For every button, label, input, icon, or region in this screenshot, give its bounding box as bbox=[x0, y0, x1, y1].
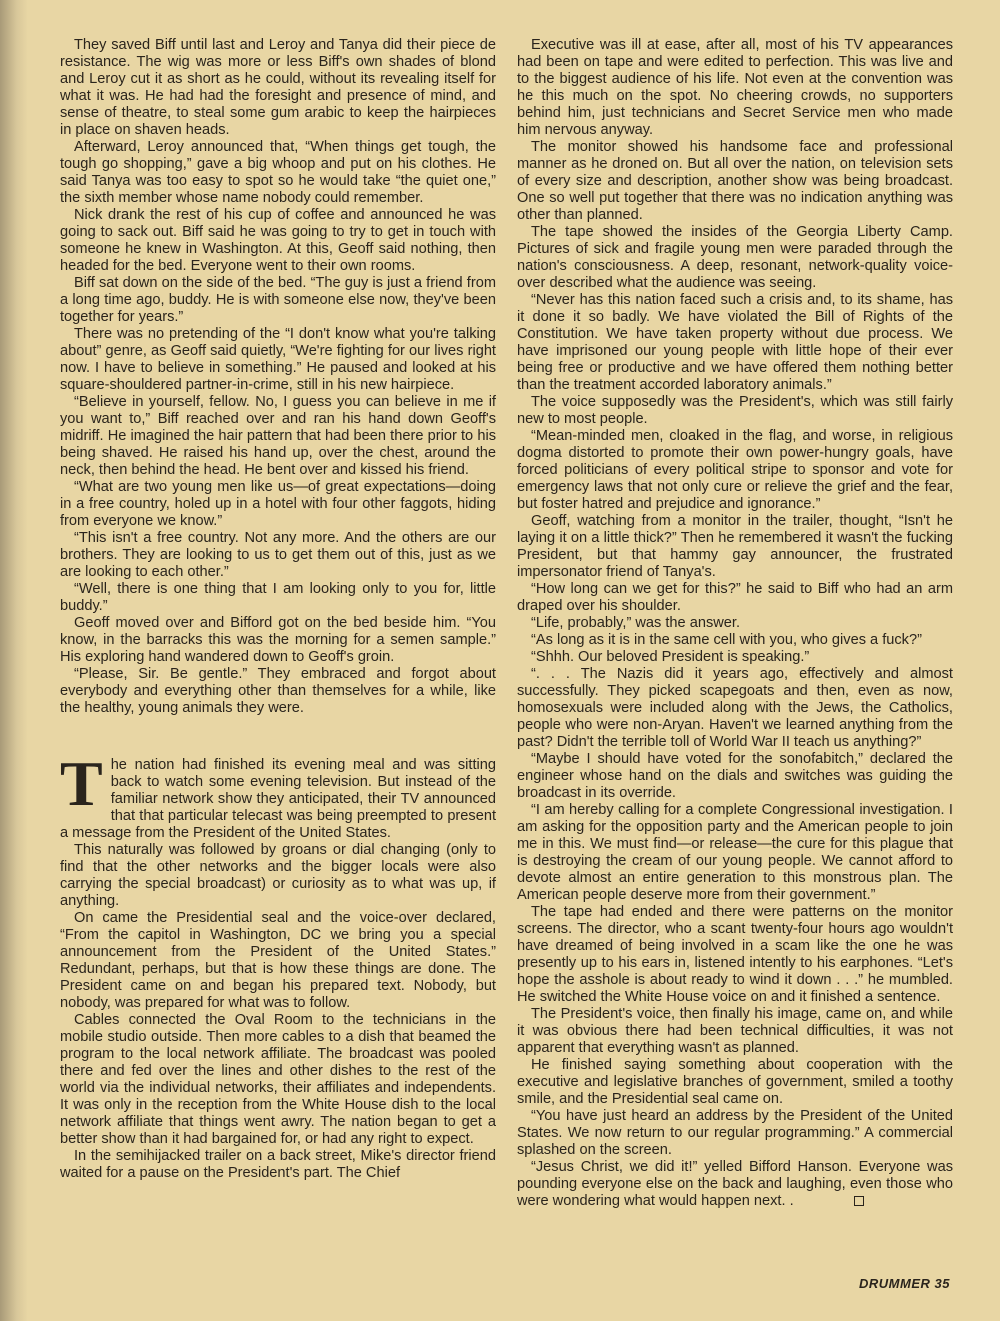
page-binding-shadow bbox=[0, 0, 28, 1321]
paragraph: Afterward, Leroy announced that, “When things get tough, the tough go shopping,” gave a big whoop and put on his clothes. He said Tanya was too easy to spot so he would take “the quiet one,” the sixth member whose name nobody could remember. bbox=[60, 139, 496, 206]
paragraph: On came the Presidential seal and the voice-over declared, “From the capitol in Washington, DC we bring you a special announcement from the President of the United States.” Redundant, perhaps, but that is how these things are done. The President came on and began his prepared text. Nobody, but nobody, was prepared for what was to follow. bbox=[60, 910, 496, 1011]
paragraph: He finished saying something about cooperation with the executive and legislative branches of government, smiled a toothy smile, and the Presidential seal came on. bbox=[517, 1057, 953, 1107]
paragraph: The monitor showed his handsome face and professional manner as he droned on. But all over the nation, on television sets of every size and description, another show was being broadcast. One so well put together that there was no indication anything was other than planned. bbox=[517, 139, 953, 223]
paragraph: “Maybe I should have voted for the sonofabitch,” declared the engineer whose hand on the dials and switches was guiding the broadcast in its override. bbox=[517, 751, 953, 801]
story-section-1 bbox=[60, 37, 496, 717]
paragraph: “Believe in yourself, fellow. No, I guess you can believe in me if you want to,” Biff reached over and ran his hand down Geoff's midriff. He imagined the hair pattern that had been there prior to his being shaved. He raised his hand up, over the chest, around the neck, then behind the head. He bent over and kissed his friend. bbox=[60, 394, 496, 478]
paragraph: There was no pretending of the “I don't know what you're talking about” genre, as Geoff said quietly, “We're fighting for our lives right now. I have to believe in something.” He paused and looked at his square-shouldered partner-in-crime, still in his new hairpiece. bbox=[60, 326, 496, 393]
page-footer bbox=[859, 1276, 950, 1291]
paragraph: “This isn't a free country. Not any more. And the others are our brothers. They are looking to us to get them out of this, just as we are looking to each other.” bbox=[60, 530, 496, 580]
paragraph: “Mean-minded men, cloaked in the flag, and worse, in religious dogma distorted to promote their own power-hungry goals, have forced politicians of every political stripe to sponsor and vote for emergency laws that not only cure or relieve the grief and the fear, but foster hatred and prejudice and ignorance.” bbox=[517, 428, 953, 512]
right-column bbox=[517, 37, 953, 1210]
paragraph: Executive was ill at ease, after all, most of his TV appearances had been on tape and were edited to perfection. This was live and to the biggest audience of his life. Not even at the convention was he this much on the spot. No cheering crowds, no supporters behind him, just technicians and Secret Service men who made him nervous anyway. bbox=[517, 37, 953, 138]
paragraph: Cables connected the Oval Room to the technicians in the mobile studio outside. Then more cables to a dish that beamed the program to the local network affiliate. The broadcast was pooled there and fed over the lines and other dishes to the rest of the world via the individual networks, their affiliates and independents. It was only in the reception from the White House dish to the local network affiliate that things went awry. The nation began to get a better show than it had bargained for, or had any right to expect. bbox=[60, 1012, 496, 1147]
paragraph: “Well, there is one thing that I am looking only to you for, little buddy.” bbox=[60, 581, 496, 614]
paragraph: Geoff moved over and Bifford got on the bed beside him. “You know, in the barracks this was the morning for a semen sample.” His exploring hand wandered down to Geoff's groin. bbox=[60, 615, 496, 665]
paragraph: In the semihijacked trailer on a back street, Mike's director friend waited for a pause on the President's part. The Chief bbox=[60, 1148, 496, 1181]
paragraph: The President's voice, then finally his image, came on, and while it was obvious there had been technical difficulties, it was not apparent that everything wasn't as planned. bbox=[517, 1006, 953, 1056]
paragraph: “. . . The Nazis did it years ago, effectively and almost successfully. They picked scapegoats and then, even as now, homosexuals were included along with the Jews, the Catholics, people who were non-Aryan. Haven't we learned anything from the past? Didn't the terrible toll of World War II teach us anything?” bbox=[517, 666, 953, 750]
paragraph: “Life, probably,” was the answer. bbox=[531, 615, 741, 631]
paragraph: “Shhh. Our beloved President is speaking.” bbox=[531, 649, 810, 665]
paragraph: “As long as it is in the same cell with you, who gives a fuck?” bbox=[531, 632, 922, 648]
paragraph: They saved Biff until last and Leroy and Tanya did their piece de resistance. The wig was more or less Biff's own shades of blond and Leroy cut it as short as he could, without its revealing itself for what it was. He had had the foresight and presence of mind, and sense of theatre, to steal some gum arabic to keep the hairpieces in place on shaven heads. bbox=[60, 37, 496, 138]
paragraph: The tape had ended and there were patterns on the monitor screens. The director, who a scant twenty-four hours ago wouldn't have dreamed of being involved in a scam like the one he was presently up to his ears in, listened intently to his earphones. “Let's hope the asshole is about ready to wind it down . . .” he mumbled. He switched the White House voice on and it finished a sentence. bbox=[517, 904, 953, 1005]
page-number: 35 bbox=[934, 1276, 950, 1291]
paragraph: This naturally was followed by groans or dial changing (only to find that the other networks and the bigger locals were also carrying the special broadcast) or curiosity as to what was up, if anything. bbox=[60, 842, 496, 909]
paragraph: “Never has this nation faced such a crisis and, to its shame, has it done it so badly. We have violated the Bill of Rights of the Constitution. We have taken property without due process. We have imprisoned our young people with little hope of their ever being free or productive and we have offered them nothing better than the treatment accorded laboratory animals.” bbox=[517, 292, 953, 393]
left-column bbox=[60, 37, 496, 1182]
paragraph: “How long can we get for this?” he said to Biff who had an arm draped over his shoulder. bbox=[517, 581, 953, 614]
paragraph-text: “Jesus Christ, we did it!” yelled Bifford Hanson. Everyone was pounding everyone else on the back and laughing, even those who were wondering what would happen next. . bbox=[517, 1159, 953, 1209]
paragraph: “Please, Sir. Be gentle.” They embraced and forgot about everybody and everything other than themselves for a while, like the healthy, young animals they were. bbox=[60, 666, 496, 716]
paragraph-final bbox=[517, 1159, 953, 1210]
paragraph: Geoff, watching from a monitor in the trailer, thought, “Isn't he laying it on a little thick?” Then he remembered it wasn't the fucking President, but that hammy gay announcer, the frustrated impersonator friend of Tanya's. bbox=[517, 513, 953, 580]
end-of-story-mark-icon bbox=[854, 1196, 864, 1206]
paragraph: “You have just heard an address by the President of the United States. We now return to our regular programming.” A commercial splashed on the screen. bbox=[517, 1108, 953, 1158]
paragraph: “What are two young men like us—of great expectations—doing in a free country, holed up in a hotel with four other faggots, hiding from everyone we know.” bbox=[60, 479, 496, 529]
paragraph: he nation had finished its evening meal and was sitting back to watch some evening television. But instead of the familiar network show they anticipated, their TV announced that that particular telecast was being preempted to present a message from the President of the United States. bbox=[60, 757, 496, 841]
paragraph: Biff sat down on the side of the bed. “The guy is just a friend from a long time ago, buddy. He is with someone else now, they've been together for years.” bbox=[60, 275, 496, 325]
story-section-2 bbox=[60, 748, 496, 1182]
paragraph: The tape showed the insides of the Georgia Liberty Camp. Pictures of sick and fragile young men were paraded through the nation's consciousness. A deep, resonant, network-quality voice-over described what the audience was seeing. bbox=[517, 224, 953, 291]
paragraph: Nick drank the rest of his cup of coffee and announced he was going to sack out. Biff said he was going to try to get in touch with someone he knew in Washington. At this, Geoff said nothing, then headed for the bed. Everyone went to their own rooms. bbox=[60, 207, 496, 274]
magazine-name: DRUMMER bbox=[859, 1276, 931, 1291]
paragraph: “I am hereby calling for a complete Congressional investigation. I am asking for the opposition party and the American people to join me in this. We must find—or release—the cure for this plague that is destroying the cream of our young people. We cannot afford to devote almost an entire generation to this monstrous plan. The American people deserve more from their government.” bbox=[517, 802, 953, 903]
paragraph: The voice supposedly was the President's, which was still fairly new to most people. bbox=[517, 394, 953, 427]
drop-cap: T bbox=[60, 748, 103, 819]
